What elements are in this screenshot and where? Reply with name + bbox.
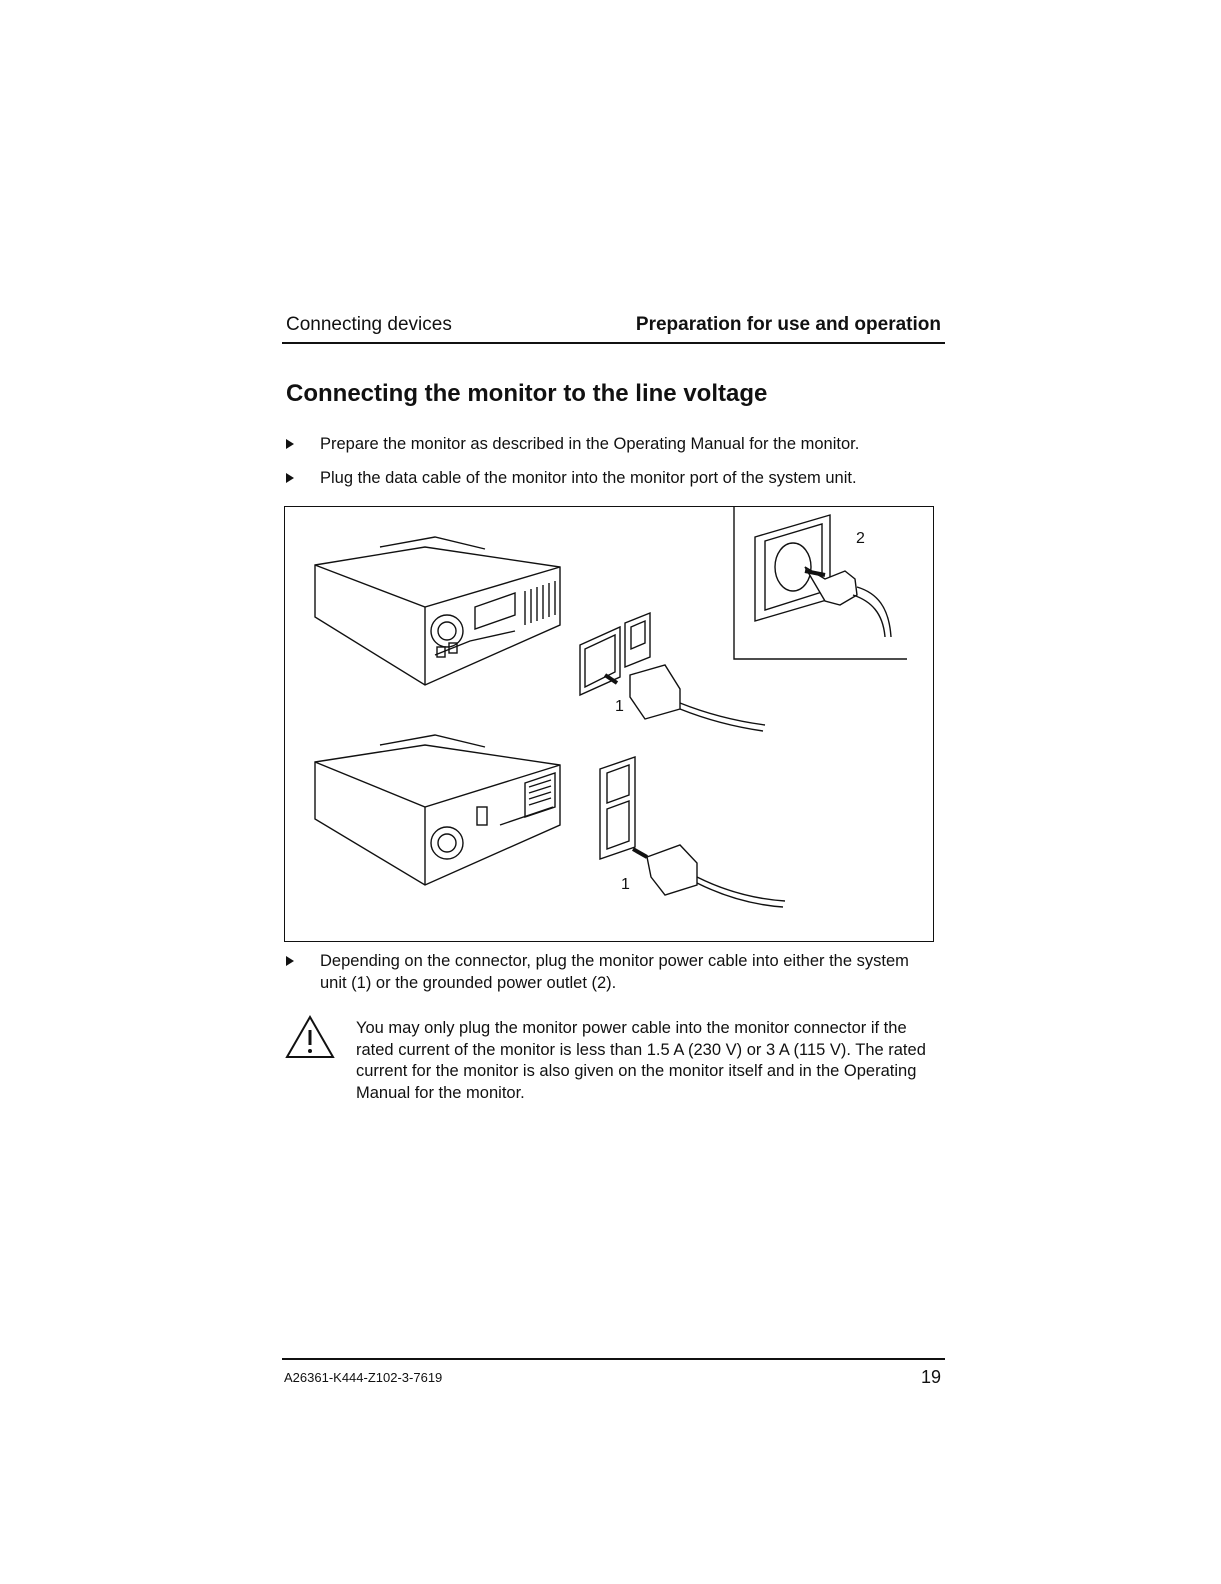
system-unit-top — [315, 537, 560, 685]
document-number: A26361-K444-Z102-3-7619 — [284, 1370, 443, 1385]
step-3-text: Depending on the connector, plug the monitor power cable into either the system unit (1) or the grounded power outlet (2). — [320, 952, 909, 992]
page-number: 19 — [920, 1367, 941, 1387]
illustration-drawing — [285, 507, 935, 943]
step-1-text: Prepare the monitor as described in the Operating Manual for the monitor. — [320, 435, 860, 453]
step-2-text: Plug the data cable of the monitor into the monitor port of the system unit. — [320, 469, 857, 487]
header-section: Connecting devices — [286, 314, 452, 335]
warning-triangle-icon — [284, 1014, 336, 1065]
grounded-power-outlet — [755, 515, 891, 637]
header-chapter: Preparation for use and operation — [635, 314, 941, 335]
bullet-arrow-icon — [286, 439, 294, 449]
callout-1-bottom: 1 — [621, 876, 630, 893]
page-title: Connecting the monitor to the line voltage — [286, 380, 768, 407]
header-rule — [282, 342, 945, 344]
system-unit-bottom — [315, 735, 560, 885]
callout-2: 2 — [856, 530, 865, 547]
connection-illustration — [284, 506, 934, 942]
bullet-arrow-icon — [286, 956, 294, 966]
warning-text: You may only plug the monitor power cable into the monitor connector if the rated current of the monitor is less than 1.5 A (230 V) or 3 A (115 V). The rated current for the monitor is also given on the monitor itself and in the Operating Manual for the monitor. — [356, 1019, 926, 1102]
bullet-arrow-icon — [286, 473, 294, 483]
footer-rule — [282, 1358, 945, 1360]
system-unit-power-socket-top — [580, 613, 765, 731]
callout-1-top: 1 — [615, 698, 624, 715]
